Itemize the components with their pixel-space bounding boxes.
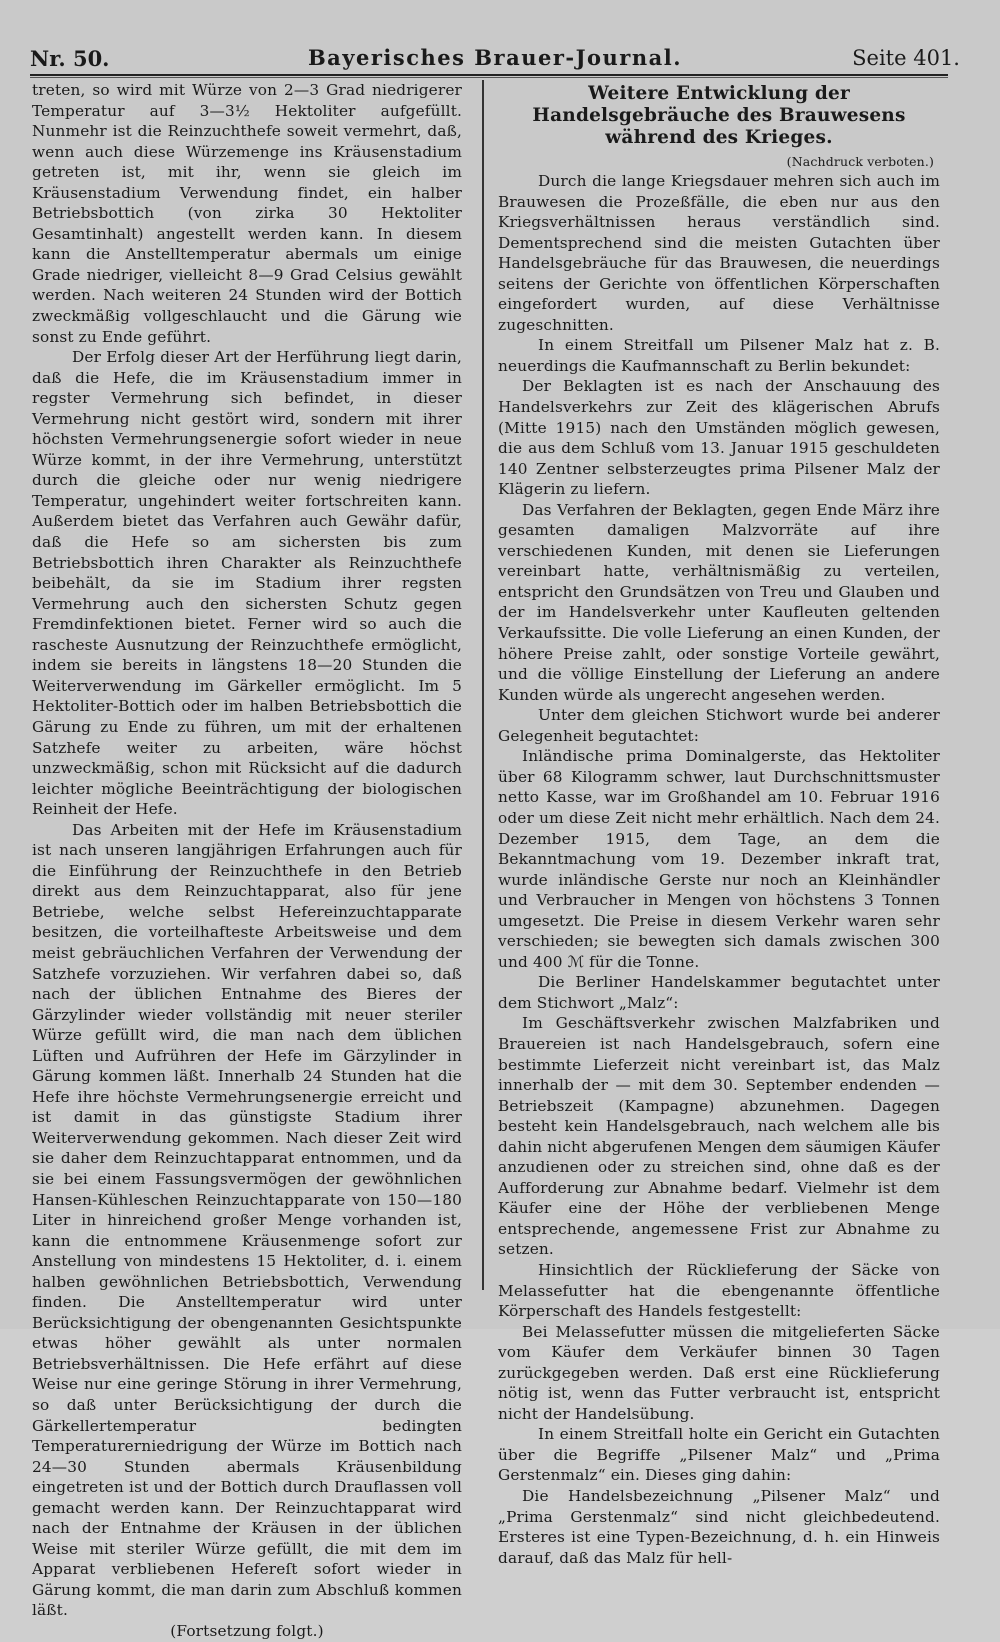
journal-title: Bayerisches Brauer-Journal. <box>307 45 683 70</box>
quote-paragraph: Der Beklagten ist es nach der Anschauung des Handelsverkehrs zur Zeit des klägerischen Abrufs (Mitte 1915) nach den Umständen möglich gewesen, die aus dem Schluß vom 13. Januar 1915 geschuldeten 140 Zentner selbsterzeugtes prima Pilsener Malz der Klägerin zu liefern. <box>498 377 940 499</box>
paragraph: Der Erfolg dieser Art der Herführung liegt darin, daß die Hefe, die im Kräusenstadium immer in regster Vermehrung sich befindet, in dieser Vermehrung nicht gestört wird, sondern mit ihrer höchsten Vermehrungsenergie sofort wieder in neue Würze kommt, in der ihre Vermehrung, unterstützt durch die gleiche oder nur wenig niedrigere Temperatur, ungehindert weiter fortschreiten kann. Außerdem bietet das Verfahren auch Gewähr dafür, daß die Hefe so am sichersten bis zum Betriebsbottich ihren Charakter als Reinzuchthefe beibehält, da sie im Stadium ihrer regsten Vermehrung auch den sichersten Schutz gegen Fremdinfektionen bietet. Ferner wird so auch die rascheste Ausnutzung der Reinzuchthefe ermöglicht, indem sie bereits in längstens 18—20 Stunden die Weiterverwendung im Gärkeller ermöglicht. Im 5 Hektoliter-Bottich oder im halben Betriebsbottich die Gärung zu Ende zu führen, um mit der erhaltenen Satzhefe weiter zu arbeiten, wäre höchst unzweckmäßig, schon mit Rücksicht auf die dadurch leichter mögliche Beeinträchtigung der biologischen Reinheit der Hefe. <box>32 348 462 819</box>
right-column <box>498 80 940 1568</box>
quote-paragraph: Im Geschäftsverkehr zwischen Malzfabriken und Brauereien ist nach Handelsgebrauch, sofern eine bestimmte Lieferzeit nicht vereinbart ist, das Malz innerhalb der — mit dem 30. September endenden — Betriebszeit (Kampagne) abzunehmen. Dagegen besteht kein Handelsgebrauch, nach welchem alle bis dahin nicht abgerufenen Mengen dem säumigen Käufer anzudienen oder zu streichen sind, ohne daß es der Aufforderung zur Abnahme bedarf. Vielmehr ist dem Käufer eine der Höhe der verbliebenen Menge entsprechende, angemessene Frist zur Abnahme zu setzen. <box>498 1014 940 1259</box>
quote-paragraph: Die Handelsbezeichnung „Pilsener Malz“ und „Prima Gerstenmalz“ sind nicht gleichbedeutend. Ersteres ist eine Typen-Bezeichnung, d. h. ein Hinweis darauf, daß das Malz für hell- <box>498 1487 940 1567</box>
page-number: Seite 401. <box>852 46 960 70</box>
page-header <box>30 40 960 76</box>
paragraph: In einem Streitfall holte ein Gericht ein Gutachten über die Begriffe „Pilsener Malz“ und „Prima Gerstenmalz“ ein. Dieses ging dahin: <box>498 1425 940 1485</box>
header-rule <box>30 74 948 76</box>
paragraph: Das Arbeiten mit der Hefe im Kräusenstadium ist nach unseren langjährigen Erfahrungen auch für die Einführung der Reinzuchthefe in den Betrieb direkt aus dem Reinzuchtapparat, also für jene Betriebe, welche selbst Hefereinzuchtapparate besitzen, die vorteilhafteste Arbeitsweise und dem meist gebräuchlichen Verfahren der Verwendung der Satzhefe vorzuziehen. Wir verfahren dabei so, daß nach der üblichen Entnahme des Bieres der Gärzylinder wieder vollständig mit neuer steriler Würze gefüllt wird, die man nach dem üblichen Lüften und Aufrühren der Hefe im Gärzylinder in Gärung kommen läßt. Innerhalb 24 Stunden hat die Hefe ihre höchste Vermehrungsenergie erreicht und ist damit in das günstigste Stadium ihrer Weiterverwendung gekommen. Nach dieser Zeit wird sie daher dem Reinzuchtapparat entnommen, und da sie bei einem Fassungsvermögen der gewöhnlichen Hansen-Kühleschen Reinzuchtapparate von 150—180 Liter in hinreichend großer Menge vorhanden ist, kann die entnommene Kräusenmenge sofort zur Anstellung von mindestens 15 Hektoliter, d. i. einem halben gewöhnlichen Betriebsbottich, Verwendung finden. Die Anstelltemperatur wird unter Berücksichtigung der obengenannten Gesichtspunkte etwas höher gewählt als unter normalen Betriebsverhältnissen. Die Hefe erfährt auf diese Weise nur eine geringe Störung in ihrer Vermehrung, so daß unter Berücksichtigung der durch die Gärkellertemperatur bedingten Temperaturerniedrigung der Würze im Bottich nach 24—30 Stunden abermals Kräusenbildung eingetreten ist und der Bottich durch Drauflassen voll gemacht werden kann. Der Reinzuchtapparat wird nach der Entnahme der Kräusen in der üblichen Weise mit steriler Würze gefüllt, die mit dem im Apparat verbliebenen Hefereſt sofort wieder in Gärung kommt, die man darin zum Abschluß kommen läßt. <box>32 820 462 1620</box>
left-column <box>32 80 462 1642</box>
copyright-note: (Nachdruck verboten.) <box>786 154 934 169</box>
continuation-note: (Fortsetzung folgt.) <box>170 1622 324 1641</box>
quote-paragraph: Bei Melassefutter müssen die mitgelieferten Säcke vom Käufer dem Verkäufer binnen 30 Tagen zurückgegeben werden. Daß erst eine Rücklieferung nötig ist, wenn das Futter verbraucht ist, entspricht nicht der Handelsübung. <box>498 1322 940 1423</box>
paragraph: Die Berliner Handelskammer begutachtet unter dem Stichwort „Malz“: <box>498 973 940 1012</box>
article-title: Weitere Entwicklung der Handelsgebräuche des Brauwesens während des Krieges. <box>532 83 906 148</box>
quote-paragraph: Das Verfahren der Beklagten, gegen Ende März ihre gesamten damaligen Malzvorräte auf ihre verschiedenen Kunden, mit denen sie Lieferungen vereinbart hatte, verhältnismäßig zu verteilen, entspricht den Grundsätzen von Treu und Glauben und der im Handelsverkehr unter Kaufleuten geltenden Verkaufssitte. Die volle Lieferung an einen Kunden, der höhere Preise zahlt, oder sonstige Vorteile gewährt, und die völlige Einstellung der Lieferung an andere Kunden würde als ungerecht angesehen werden. <box>498 500 940 704</box>
paragraph: Hinsichtlich der Rücklieferung der Säcke von Melassefutter hat die ebengenannte öffentliche Körperschaft des Handels festgestellt: <box>498 1260 940 1321</box>
paragraph: treten, so wird mit Würze von 2—3 Grad niedrigerer Temperatur auf 3—3½ Hektoliter aufgefüllt. Nunmehr ist die Reinzuchthefe soweit vermehrt, daß, wenn auch diese Würzemenge ins Kräusenstadium getreten ist, mit ihr, wenn sie gleich im Kräusenstadium Verwendung findet, ein halber Betriebsbottich (von zirka 30 Hektoliter Gesamtinhalt) angestellt werden kann. In diesem kann die Anstelltemperatur abermals um einige Grade niedriger, vielleicht 8—9 Grad Celsius gewählt werden. Nach weiteren 24 Stunden wird der Bottich zweckmäßig vollgeschlaucht und die Gärung wie sonst zu Ende geführt. <box>32 81 462 346</box>
paragraph: In einem Streitfall um Pilsener Malz hat z. B. neuerdings die Kaufmannschaft zu Berlin bekundet: <box>498 336 940 375</box>
column-divider <box>482 80 484 1290</box>
quote-paragraph: Inländische prima Dominalgerste, das Hektoliter über 68 Kilogramm schwer, laut Durchschnittsmuster netto Kasse, war im Großhandel am 10. Februar 1916 oder um diese Zeit nicht mehr erhältlich. Nach dem 24. Dezember 1915, dem Tage, an dem die Bekanntmachung vom 19. Dezember inkraft trat, wurde inländische Gerste nur noch an Kleinhändler und Verbraucher in Mengen von höchstens 3 Tonnen umgesetzt. Die Preise in diesem Verkehr waren sehr verschieden; sie bewegten sich damals zwischen 300 und 400 ℳ für die Tonne. <box>498 747 940 971</box>
paragraph: Unter dem gleichen Stichwort wurde bei anderer Gelegenheit begutachtet: <box>498 706 940 745</box>
header-rule-thin <box>30 77 948 78</box>
issue-number: Nr. 50. <box>30 46 110 71</box>
paragraph: Durch die lange Kriegsdauer mehren sich auch im Brauwesen die Prozeßfälle, die eben nur aus den Kriegsverhältnissen heraus verständlich sind. Dementsprechend sind die meisten Gutachten über Handelsgebräuche für das Brauwesen, die neuerdings seitens der Gerichte von öffentlichen Körperschaften eingefordert wurden, auf diese Verhältnisse zugeschnitten. <box>498 172 940 334</box>
